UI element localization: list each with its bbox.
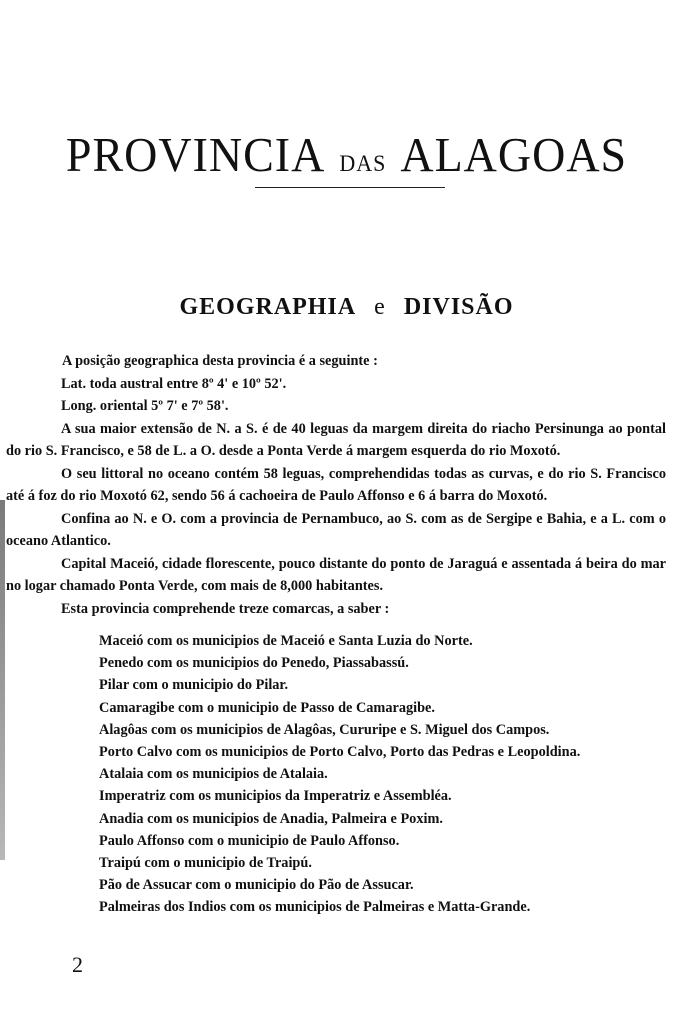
list-item: Paulo Affonso com o municipio de Paulo Affonso. [99,832,400,849]
heading-middle: e [374,294,386,320]
heading-right: DIVISÃO [403,294,514,320]
paragraph: Confina ao N. e O. com a provincia de Pernambuco, ao S. com as de Sergipe e Bahia, e a L. com o oceano Atlantico. [6,510,666,549]
list-item: Pão de Assucar com o municipio do Pão de Assucar. [99,877,414,894]
paragraph: O seu littoral no oceano contém 58 leguas, comprehendidas todas as curvas, e do rio S. Francisco até á foz do rio Moxotó 62, sendo 56 á cachoeira de Paulo Affonso e 6 á barra do Moxotó. [6,465,666,504]
paragraph: Capital Maceió, cidade florescente, pouco distante do ponto de Jaraguá e assentada á beira do mar no logar chamado Ponta Verde, com mais de 8,000 habitantes. [6,555,666,594]
list-item: Penedo com os municipios do Penedo, Piassabassú. [99,655,409,672]
list-item: Palmeiras dos Indios com os municipios de Palmeiras e Matta-Grande. [99,899,531,916]
title-middle: DAS [339,149,387,177]
list-item: Porto Calvo com os municipios de Porto Calvo, Porto das Pedras e Leopoldina. [99,744,581,761]
list-item: Anadia com os municipios de Anadia, Palmeira e Poxim. [99,810,443,827]
title-right: ALAGOAS [400,127,628,182]
paragraph: A sua maior extensão de N. a S. é de 40 leguas da margem direita do riacho Persinunga ao pontal do rio S. Francisco, e 58 de L. a O. desde a Ponta Verde á margem esquerda do rio Moxotó. [6,420,666,459]
paragraph: Esta provincia comprehende treze comarcas, a saber : [61,600,390,617]
list-item: Imperatriz com os municipios da Imperatriz e Assembléa. [99,788,452,805]
section-heading [0,294,693,321]
paragraph: A posição geographica desta provincia é a seguinte : [62,353,378,369]
paragraph: Long. oriental 5º 7' e 7º 58'. [61,398,229,414]
list-item: Traipú com o municipio de Traipú. [99,855,312,872]
page-title [0,127,693,183]
list-item: Camaragibe com o municipio de Passo de Camaragibe. [99,699,435,716]
title-left: PROVINCIA [65,127,326,182]
list-item: Pilar com o municipio do Pilar. [99,677,289,694]
scan-edge-shadow [0,500,5,860]
body-text [6,350,666,919]
title-rule [255,187,445,188]
heading-left: GEOGRAPHIA [179,294,357,320]
page-number: 2 [72,952,83,977]
list-item: Alagôas com os municipios de Alagôas, Cururipe e S. Miguel dos Campos. [99,721,550,738]
paragraph: Lat. toda austral entre 8º 4' e 10º 52'. [61,375,287,392]
list-item: Maceió com os municipios de Maceió e Santa Luzia do Norte. [99,633,473,649]
list-item: Atalaia com os municipios de Atalaia. [99,766,328,783]
comarcas-list [99,630,666,919]
